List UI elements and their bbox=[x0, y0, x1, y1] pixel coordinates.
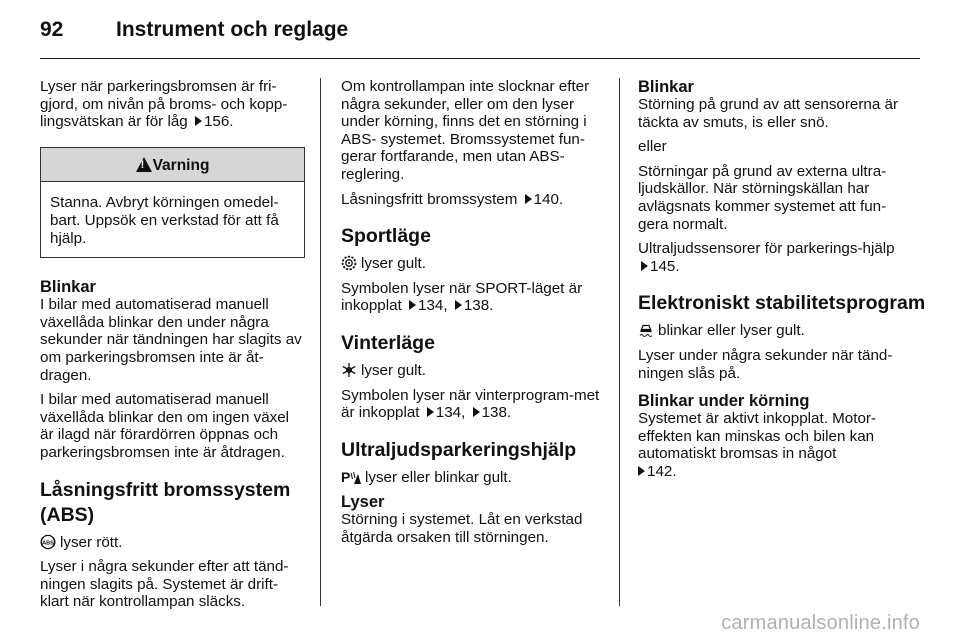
page-header bbox=[40, 18, 348, 50]
sport-body-text: Symbolen lyser när SPORT-läget är inkopplat bbox=[341, 279, 583, 315]
page-reference-icon bbox=[473, 407, 480, 417]
sport-mode-icon bbox=[341, 255, 357, 271]
abs-icon bbox=[40, 534, 56, 550]
subheading-blinkar-under-korning: Blinkar under körning bbox=[638, 392, 810, 411]
page-reference-icon bbox=[525, 194, 532, 204]
esp-icon bbox=[638, 322, 654, 338]
svg-text:P: P bbox=[341, 468, 351, 485]
drive-body-text: Systemet är aktivt inkopplat. Motor-effekten kan minskas och bilen kan automatiskt bromsas in något bbox=[638, 410, 877, 463]
sport-status-text: lyser gult. bbox=[361, 255, 426, 273]
paragraph bbox=[638, 322, 903, 340]
subheading-lyser: Lyser bbox=[341, 493, 385, 512]
page-reference[interactable]: 156. bbox=[203, 113, 234, 131]
page-number: 92 bbox=[40, 18, 64, 41]
page-reference[interactable]: 134, bbox=[418, 297, 448, 315]
paragraph: I bilar med automatiserad manuell växellåda blinkar den om ingen växel är ilagd när förardörren öppnas och parkeringsbromsen inte är åtdragen. bbox=[40, 391, 290, 461]
esp-status-text: blinkar eller lyser gult. bbox=[658, 322, 805, 340]
paragraph bbox=[341, 469, 606, 487]
column-divider bbox=[320, 78, 321, 606]
page-reference-icon bbox=[641, 261, 648, 271]
paragraph bbox=[341, 191, 606, 209]
warning-header bbox=[41, 148, 304, 183]
watermark: carmanualsonline.info bbox=[721, 612, 920, 634]
header-divider bbox=[40, 58, 920, 59]
paragraph bbox=[638, 240, 903, 275]
page-reference[interactable]: 138. bbox=[481, 404, 512, 422]
warning-title: Varning bbox=[152, 156, 210, 174]
page-reference[interactable]: 134, bbox=[435, 404, 466, 422]
page-reference-icon bbox=[409, 300, 416, 310]
paragraph bbox=[638, 410, 903, 480]
page-reference[interactable]: 138. bbox=[463, 297, 494, 315]
column-2 bbox=[341, 78, 606, 554]
page-reference[interactable]: 145. bbox=[650, 257, 680, 275]
section-heading-esp: Elektroniskt stabilitetsprogram bbox=[638, 292, 926, 315]
paragraph bbox=[341, 255, 606, 273]
paragraph: eller bbox=[638, 138, 667, 156]
section-heading-sport: Sportläge bbox=[341, 225, 431, 248]
parking-assist-icon bbox=[341, 469, 361, 485]
paragraph: Om kontrollampan inte slocknar efter några sekunder, eller om den lyser under körning, finns det en störning i ABS- systemet. Bromssystemet fun-gerar fortfarande, men utan ABS- reglering. bbox=[341, 78, 590, 183]
reference-text: Låsningsfritt bromssystem bbox=[341, 190, 518, 208]
column-1 bbox=[40, 78, 305, 618]
paragraph bbox=[40, 534, 305, 552]
reference-text: Ultraljudssensorer för parkerings-hjälp bbox=[638, 240, 895, 258]
warning-box bbox=[40, 147, 305, 258]
column-3 bbox=[638, 78, 926, 488]
winter-status-text: lyser gult. bbox=[361, 361, 426, 379]
column-divider bbox=[619, 78, 620, 606]
paragraph bbox=[341, 387, 606, 422]
intro-text: Lyser när parkeringsbromsen är fri-gjord, om nivån på broms- och kopp-lingsvätskan är för låg bbox=[40, 78, 288, 131]
page-reference-icon bbox=[195, 116, 202, 126]
subheading-blinkar: Blinkar bbox=[40, 278, 96, 297]
page-reference[interactable]: 140. bbox=[533, 190, 564, 208]
paragraph: I bilar med automatiserad manuell växellåda blinkar den under några sekunder när tändningen har slagits av om parkeringsbromsen inte är åt-dragen. bbox=[40, 296, 302, 384]
warning-triangle-icon bbox=[136, 157, 152, 172]
page-reference-icon bbox=[427, 407, 434, 417]
paragraph bbox=[341, 280, 606, 315]
page-reference[interactable]: 142. bbox=[647, 462, 677, 480]
subheading-blinkar: Blinkar bbox=[638, 78, 694, 96]
parking-status-text: lyser eller blinkar gult. bbox=[365, 468, 512, 486]
section-heading-winter: Vinterläge bbox=[341, 331, 435, 354]
paragraph bbox=[40, 78, 305, 131]
paragraph: Lyser i några sekunder efter att tänd-ningen slagits på. Systemet är drift-klart när kontrollampan släcks. bbox=[40, 558, 289, 611]
paragraph bbox=[341, 362, 606, 380]
winter-body-text: Symbolen lyser när vinterprogram-met är inkopplat bbox=[341, 386, 600, 422]
section-heading-abs: Låsningsfritt bromssystem (ABS) bbox=[40, 478, 291, 526]
section-heading-parking: Ultraljudsparkeringshjälp bbox=[341, 438, 577, 461]
paragraph: Störningar på grund av externa ultra-ljudskällor. När störningskällan har avlägsnats kommer systemet att fun-gera normalt. bbox=[638, 162, 887, 233]
page-title: Instrument och reglage bbox=[116, 18, 349, 41]
page-reference-icon bbox=[455, 300, 462, 310]
paragraph: Störning i systemet. Låt en verkstad åtgärda orsaken till störningen. bbox=[341, 511, 583, 546]
page-reference-icon bbox=[638, 466, 645, 476]
paragraph: Lyser under några sekunder när tänd-ningen slås på. bbox=[638, 346, 893, 382]
warning-body: Stanna. Avbryt körningen omedel-bart. Uppsök en verkstad för att få hjälp. bbox=[50, 194, 279, 247]
abs-status-text: lyser rött. bbox=[60, 533, 123, 551]
winter-mode-icon bbox=[341, 362, 357, 378]
paragraph: Störning på grund av att sensorerna är täckta av smuts, is eller snö. bbox=[638, 96, 899, 131]
svg-text:ABS: ABS bbox=[42, 539, 54, 546]
